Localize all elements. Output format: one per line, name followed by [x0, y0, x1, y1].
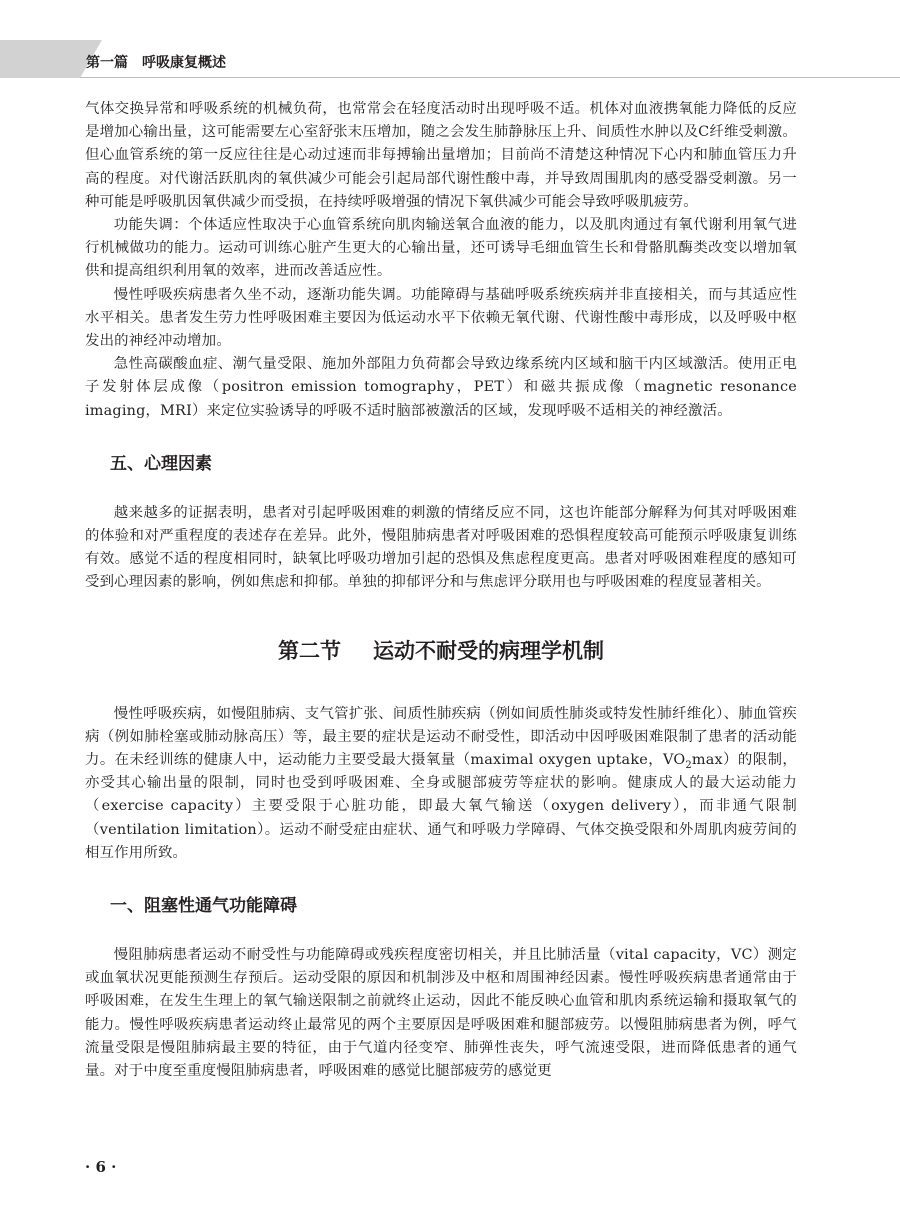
header-tab-background: [0, 40, 80, 78]
header-part-label: 第一篇: [86, 55, 128, 71]
subheading-psychological-factors: 五、心理因素: [110, 453, 212, 474]
page-number: · 6 ·: [85, 1158, 117, 1176]
paragraph-deconditioning: 功能失调：个体适应性取决于心血管系统向肌肉输送氧合血液的能力，以及肌肉通过有氧代谢利用氧气进行机械做功的能力。运动可训练心脏产生更大的心输出量，还可诱导毛细血管生长和骨骼肌酶类改变以增加氧供和提高组织利用氧的效率，进而改善适应性。: [85, 217, 797, 280]
paragraph-psychological: 越来越多的证据表明，患者对引起呼吸困难的刺激的情绪反应不同，这也许能部分解释为何其对呼吸困难的体验和对严重程度的表述存在差异。此外，慢阻肺病患者对呼吸困难的恐惧程度较高可能预示呼吸康复训练有效。感觉不适的程度相同时，缺氧比呼吸功增加引起的恐惧及焦虑程度更高。患者对呼吸困难程度的感知可受到心理因素的影响，例如焦虑和抑郁。单独的抑郁评分和与焦虑评分联用也与呼吸困难的程度显著相关。: [85, 504, 797, 591]
header-rule: [80, 77, 900, 78]
running-header-title: [86, 52, 226, 72]
page-body: [85, 98, 797, 1083]
section-title: [85, 636, 797, 666]
paragraph-continued: 气体交换异常和呼吸系统的机械负荷，也常常会在轻度活动时出现呼吸不适。机体对血液携氧能力降低的反应是增加心输出量，这可能需要左心室舒张末压增加，随之会发生肺静脉压上升、间质性水肿以及C纤维受刺激。但心血管系统的第一反应往往是心动过速而非每搏输出量增加；目前尚不清楚这种情况下心内和肺血管压力升高的程度。对代谢活跃肌肉的氧供减少可能会引起局部代谢性酸中毒，并导致周围肌肉的感受器受刺激。另一种可能是呼吸肌因氧供减少而受损，在持续呼吸增强的情况下氧供减少可能会导致呼吸肌疲劳。: [85, 101, 797, 210]
paragraph-exercise-text-a: 慢性呼吸疾病，如慢阻肺病、支气管扩张、间质性肺疾病（例如间质性肺炎或特发性肺纤维化）、肺血管疾病（例如肺栓塞或肺动脉高压）等，最主要的症状是运动不耐受性，即活动中因呼吸困难限制了患者的活动能力。在未经训练的健康人中，运动能力主要受最大摄氧量（maximal oxygen uptake，VO: [85, 705, 797, 769]
paragraph-exercise-intolerance: [85, 703, 797, 865]
section-number: 第二节: [278, 637, 341, 663]
header-part-title: 呼吸康复概述: [142, 55, 226, 71]
paragraph-sedentary: 慢性呼吸疾病患者久坐不动，逐渐功能失调。功能障碍与基础呼吸系统疾病并非直接相关，而与其适应性水平相关。患者发生劳力性呼吸困难主要因为低运动水平下依赖无氧代谢、代谢性酸中毒形成，以及呼吸中枢发出的神经冲动增加。: [85, 286, 797, 350]
section-title-text: 运动不耐受的病理学机制: [373, 637, 604, 663]
paragraph-imaging: 急性高碳酸血症、潮气量受限、施加外部阻力负荷都会导致边缘系统内区域和脑干内区域激活。使用正电子发射体层成像（positron emission tomography，PET）和磁共振成像（magnetic resonance imaging，MRI）来定位实验诱导的呼吸不适时脑部被激活的区域，发现呼吸不适相关的神经激活。: [85, 356, 797, 419]
paragraph-exercise-text-b: max）的限制，亦受其心输出量的限制，同时也受到呼吸困难、全身或腿部疲劳等症状的影响。健康成人的最大运动能力（exercise capacity）主要受限于心脏功能，即最大氧气输送（oxygen delivery），而非通气限制（ventilation limitation）。运动不耐受症由症状、通气和呼吸力学障碍、气体交换受限和外周肌肉疲劳间的相互作用所致。: [85, 752, 797, 861]
subscript-two: 2: [685, 759, 692, 771]
running-header: [0, 40, 900, 80]
subheading-obstructive-ventilation: 一、阻塞性通气功能障碍: [110, 896, 297, 917]
paragraph-copd-exercise: 慢阻肺病患者运动不耐受性与功能障碍或残疾程度密切相关，并且比肺活量（vital capacity，VC）测定或血氧状况更能预测生存预后。运动受限的原因和机制涉及中枢和周围神经因素。慢性呼吸疾病患者通常由于呼吸困难，在发生生理上的氧气输送限制之前就终止运动，因此不能反映心血管和肌肉系统运输和摄取氧气的能力。慢性呼吸疾病患者运动终止最常见的两个主要原因是呼吸困难和腿部疲劳。以慢阻肺病患者为例，呼气流量受限是慢阻肺病最主要的特征，由于气道内径变窄、肺弹性丧失，呼气流速受限，进而降低患者的通气量。对于中度至重度慢阻肺病患者，呼吸困难的感觉比腿部疲劳的感觉更: [85, 947, 797, 1080]
